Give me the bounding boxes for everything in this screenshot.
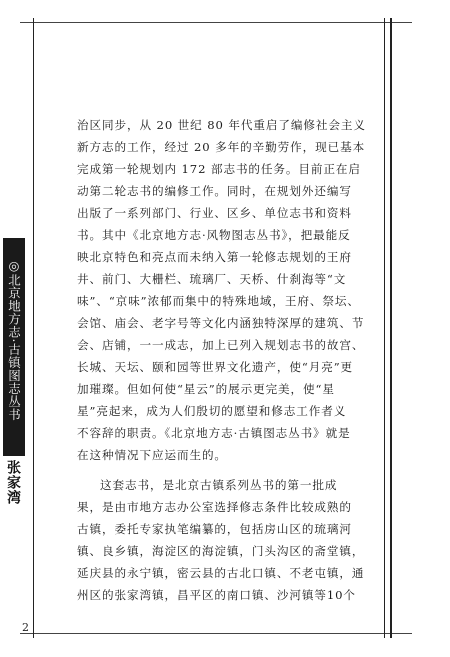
right-margin-rule (384, 18, 385, 638)
right-margin-rule-thick (390, 18, 392, 638)
bottom-rule (20, 633, 412, 634)
text-line: 味”、“京味”浓郁而集中的特殊地域，王府、祭坛、 (77, 294, 360, 308)
book-title: 张家湾 (5, 460, 21, 505)
text-line: 加璀璨。但如何使“星云”的展示更完美，使“星 (77, 382, 335, 396)
left-margin-rule (33, 18, 34, 638)
text-line: 星”亮起来，成为人们殷切的愿望和修志工作者义 (77, 404, 347, 418)
text-line: 镇、良乡镇，海淀区的海淀镇，门头沟区的斋堂镇， (77, 544, 365, 558)
text-line: 在这种情况下应运而生的。 (77, 448, 227, 462)
text-line: 新方志的工作，经过 20 多年的辛勤劳作，现已基本 (77, 140, 366, 154)
text-line: 古镇，委托专家执笔编纂的，包括房山区的琉璃河 (77, 522, 352, 536)
text-line: 完成第一轮规划内 172 部志书的任务。目前正在启 (77, 162, 361, 176)
text-line: 会、店铺，一一成志，加上已列入规划志书的故宫、 (77, 338, 365, 352)
text-line: 州区的张家湾镇，昌平区的南口镇、沙河镇等10个 (77, 588, 356, 602)
text-line: 书。其中《北京地方志·风物图志丛书》，把最能反 (77, 228, 351, 242)
text-line: 长城、天坛、颐和园等世界文化遗产，使“月亮”更 (77, 360, 354, 374)
text-line: 出版了一系列部门、行业、区乡、单位志书和资料 (77, 206, 352, 220)
paragraph-2 (77, 474, 369, 606)
text-line: 井、前门、大栅栏、琉璃厂、天桥、什刹海等“文 (77, 272, 347, 286)
text-line: 会馆、庙会、老字号等文化内涵独特深厚的建筑、节 (77, 316, 365, 330)
body-text (77, 114, 369, 606)
series-title: ◎北京地方志·古镇图志丛书 (6, 258, 22, 421)
text-line: 映北京特色和亮点而未纳入第一轮修志规划的王府 (77, 250, 352, 264)
text-line: 动第二轮志书的编修工作。同时，在规划外还编写 (77, 184, 352, 198)
text-line: 果，是由市地方志办公室选择修志条件比较成熟的 (77, 500, 352, 514)
text-line: 不容辞的职责。《北京地方志·古镇图志丛书》就是 (77, 426, 351, 440)
text-line: 治区同步，从 20 世纪 80 年代重启了编修社会主义 (77, 118, 366, 132)
page-number: 2 (22, 621, 29, 634)
text-line: 这套志书，是北京古镇系列丛书的第一批成 (100, 478, 338, 492)
paragraph-gap (77, 466, 369, 474)
text-line: 延庆县的永宁镇，密云县的古北口镇、不老屯镇，通 (77, 566, 365, 580)
top-rule (20, 22, 412, 23)
paragraph-1 (77, 114, 369, 466)
